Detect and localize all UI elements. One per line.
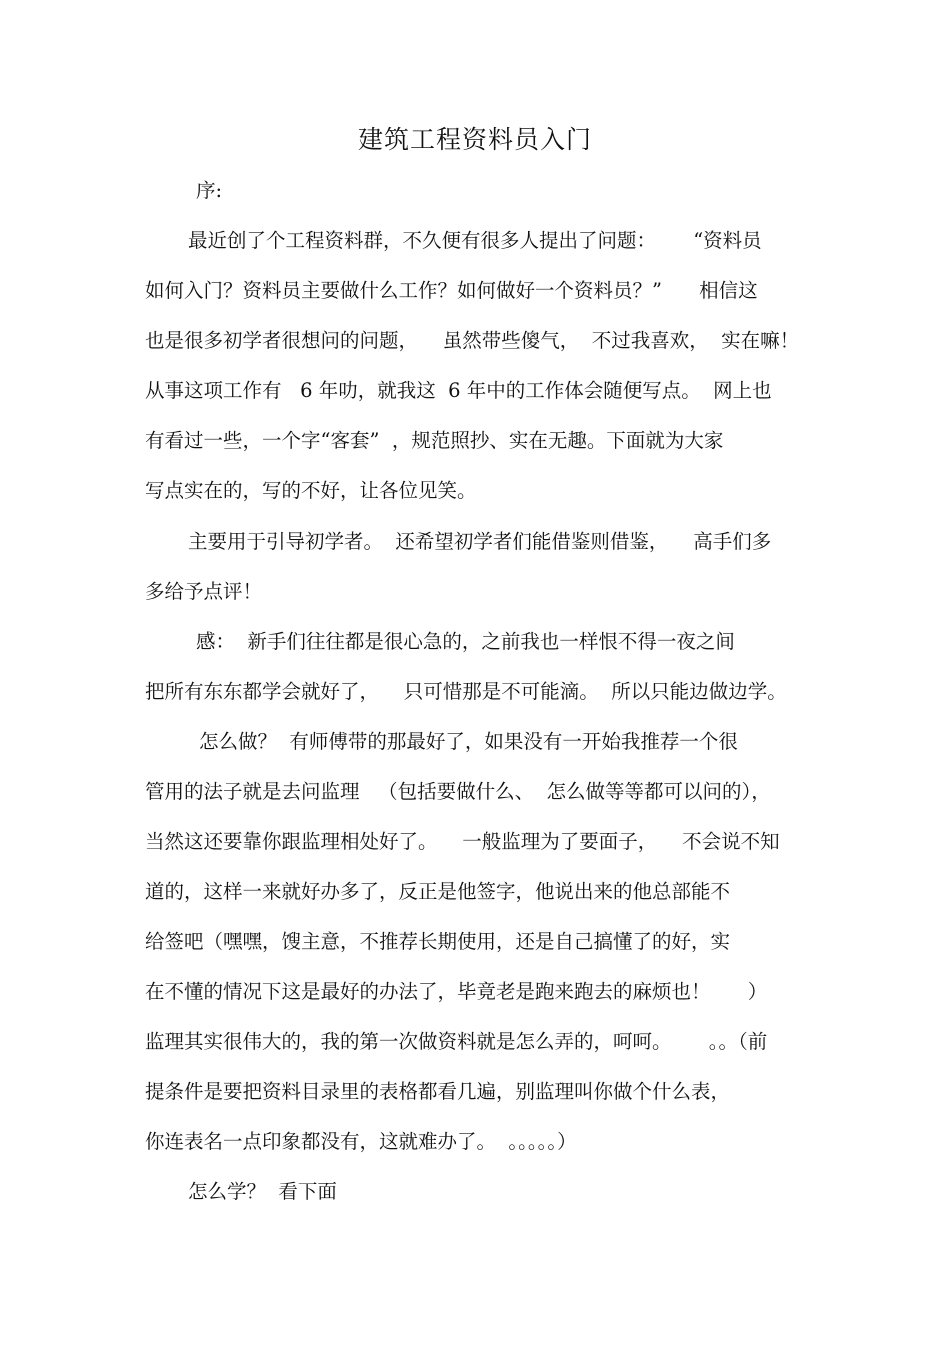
text-line: 怎么做？ 有师傅带的那最好了，如果没有一开始我推荐一个很	[199, 730, 738, 753]
text-line: 管用的法子就是去问监理 （包括要做什么、 怎么做等等都可以问的），	[145, 780, 771, 803]
text-line: 你连表名一点印象都没有，这就难办了。 。。。。。）	[145, 1130, 577, 1153]
text-line: 有看过一些，一个字“客套” ，规范照抄、实在无趣。下面就为大家	[145, 429, 724, 452]
text-line: 也是很多初学者很想问的问题， 虽然带些傻气， 不过我喜欢， 实在嘛！	[145, 329, 800, 352]
text-line: 从事这项工作有 6 年叻，就我这 6 年中的工作体会随便写点。 网上也	[145, 379, 772, 402]
text-line: 主要用于引导初学者。 还希望初学者们能借鉴则借鉴， 高手们多	[188, 530, 772, 553]
text-line: 多给予点评！	[145, 580, 263, 603]
text-line: 感： 新手们往往都是很心急的，之前我也一样恨不得一夜之间	[196, 630, 735, 653]
text-line: 当然这还要靠你跟监理相处好了。 一般监理为了要面子， 不会说不知	[145, 830, 780, 853]
text-line: 在不懂的情况下这是最好的办法了，毕竟老是跑来跑去的麻烦也！ ）	[145, 980, 768, 1003]
text-line: 监理其实很伟大的，我的第一次做资料就是怎么弄的，呵呵。 。。（前	[145, 1030, 768, 1053]
text-line: 给签吧（嘿嘿，馊主意，不推荐长期使用，还是自己搞懂了的好，实	[145, 930, 731, 953]
document-title: 建筑工程资料员入门	[357, 125, 592, 154]
text-line: 道的，这样一来就好办多了，反正是他签字，他说出来的他总部能不	[145, 880, 731, 903]
text-line-preface: 序:	[196, 179, 223, 202]
text-line: 最近创了个工程资料群，不久便有很多人提出了问题： “资料员	[188, 229, 762, 252]
text-line: 把所有东东都学会就好了， 只可惜那是不可能滴。 所以只能边做边学。	[145, 680, 787, 703]
text-line: 如何入门？资料员主要做什么工作？如何做好一个资料员？” 相信这	[145, 279, 758, 302]
text-line: 怎么学？ 看下面	[188, 1180, 337, 1203]
text-line: 提条件是要把资料目录里的表格都看几遍，别监理叫你做个什么表，	[145, 1080, 731, 1103]
text-line: 写点实在的，写的不好，让各位见笑。	[145, 479, 477, 502]
